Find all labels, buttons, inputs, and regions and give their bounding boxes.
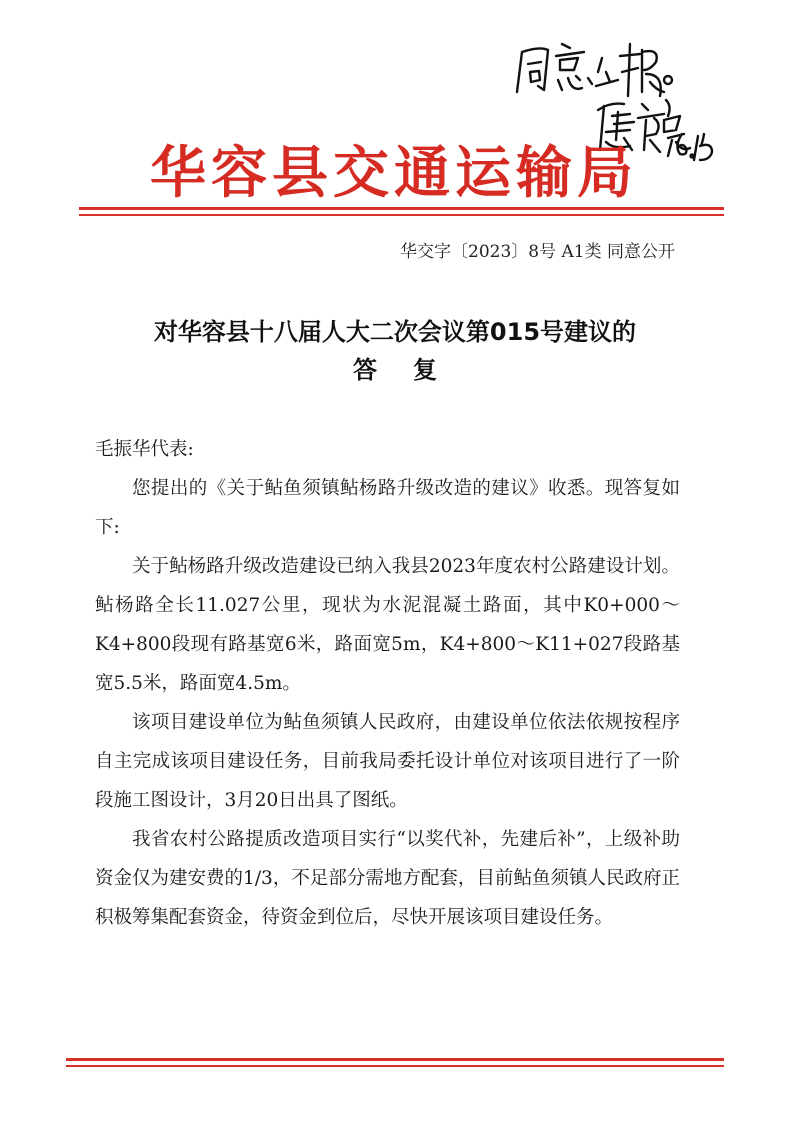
paragraph-construction-unit: 该项目建设单位为鲇鱼须镇人民政府，由建设单位依法依规按程序自主完成该项目建设任务，目前我局委托设计单位对该项目进行了一阶段施工图设计，3月20日出具了图纸。 <box>95 712 680 811</box>
letterhead-rule-thin <box>79 214 724 216</box>
paragraph-project-plan: 关于鲇杨路升级改造建设已纳入我县2023年度农村公路建设计划。鲇杨路全长11.027公里，现状为水泥混凝土路面，其中K0+000～K4+800段现有路基宽6米，路面宽5m，K4+800～K11+027段路基宽5.5米，路面宽4.5m。 <box>95 556 680 694</box>
paragraph-funding: 我省农村公路提质改造项目实行“以奖代补，先建后补”，上级补助资金仅为建安费的1/3，不足部分需地方配套，目前鲇鱼须镇人民政府正积极筹集配套资金，待资金到位后，尽快开展该项目建设任务。 <box>95 829 680 928</box>
letterhead-rule-thick <box>79 207 724 210</box>
document-body <box>95 430 680 937</box>
footer-rule-thin <box>66 1065 724 1067</box>
letterhead-organization: 华容县交通运输局 <box>150 141 638 206</box>
document-title-line1: 对华容县十八届人大二次会议第015号建议的 <box>153 318 637 346</box>
document-title-line2: 答复 <box>353 356 473 384</box>
document-number: 华交字〔2023〕8号 A1类 同意公开 <box>400 242 675 262</box>
paragraph-acknowledgement: 您提出的《关于鲇鱼须镇鲇杨路升级改造的建议》收悉。现答复如下: <box>95 478 680 538</box>
document-title <box>90 313 700 389</box>
footer-rule-thick <box>66 1058 724 1061</box>
salutation: 毛振华代表: <box>95 439 194 460</box>
